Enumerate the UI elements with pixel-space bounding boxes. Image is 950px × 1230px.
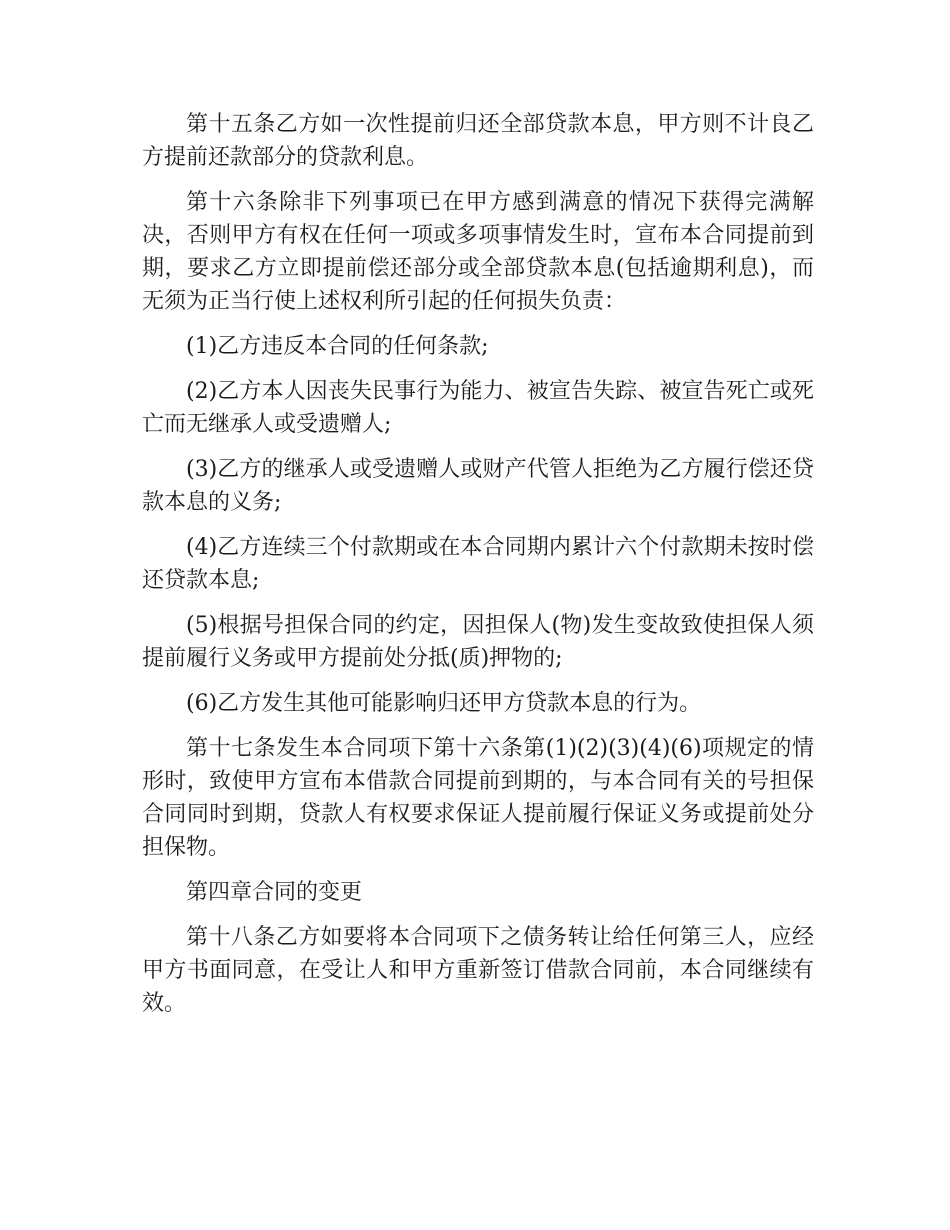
paragraph-item-6: (6)乙方发生其他可能影响归还甲方贷款本息的行为。 xyxy=(186,691,702,716)
paragraph-item-2: (2)乙方本人因丧失民事行为能力、被宣告失踪、被宣告死亡或死亡而无继承人或受遗赠人; xyxy=(142,379,814,437)
paragraph-article-15: 第十五条乙方如一次性提前归还全部贷款本息，甲方则不计良乙方提前还款部分的贷款利息。 xyxy=(142,112,814,170)
document-body xyxy=(142,108,814,1032)
paragraph-item-4: (4)乙方连续三个付款期或在本合同期内累计六个付款期未按时偿还贷款本息; xyxy=(142,535,814,593)
paragraph-item-5: (5)根据号担保合同的约定，因担保人(物)发生变故致使担保人须提前履行义务或甲方提前处分抵(质)押物的; xyxy=(142,613,814,671)
paragraph-item-3: (3)乙方的继承人或受遗赠人或财产代管人拒绝为乙方履行偿还贷款本息的义务; xyxy=(142,457,814,515)
paragraph-article-16: 第十六条除非下列事项已在甲方感到满意的情况下获得完满解决，否则甲方有权在任何一项或多项事情发生时，宣布本合同提前到期，要求乙方立即提前偿还部分或全部贷款本息(包括逾期利息)，而无须为正当行使上述权利所引起的任何损失负责： xyxy=(142,190,814,314)
chapter-heading: 第四章合同的变更 xyxy=(186,880,363,905)
paragraph-article-18: 第十八条乙方如要将本合同项下之债务转让给任何第三人，应经甲方书面同意，在受让人和甲方重新签订借款合同前，本合同继续有效。 xyxy=(142,925,814,1016)
paragraph-item-1: (1)乙方违反本合同的任何条款; xyxy=(186,334,489,359)
paragraph-article-17: 第十七条发生本合同项下第十六条第(1)(2)(3)(4)(6)项规定的情形时，致使甲方宣布本借款合同提前到期的，与本合同有关的号担保合同同时到期，贷款人有权要求保证人提前履行保证义务或提前处分担保物。 xyxy=(142,736,814,860)
